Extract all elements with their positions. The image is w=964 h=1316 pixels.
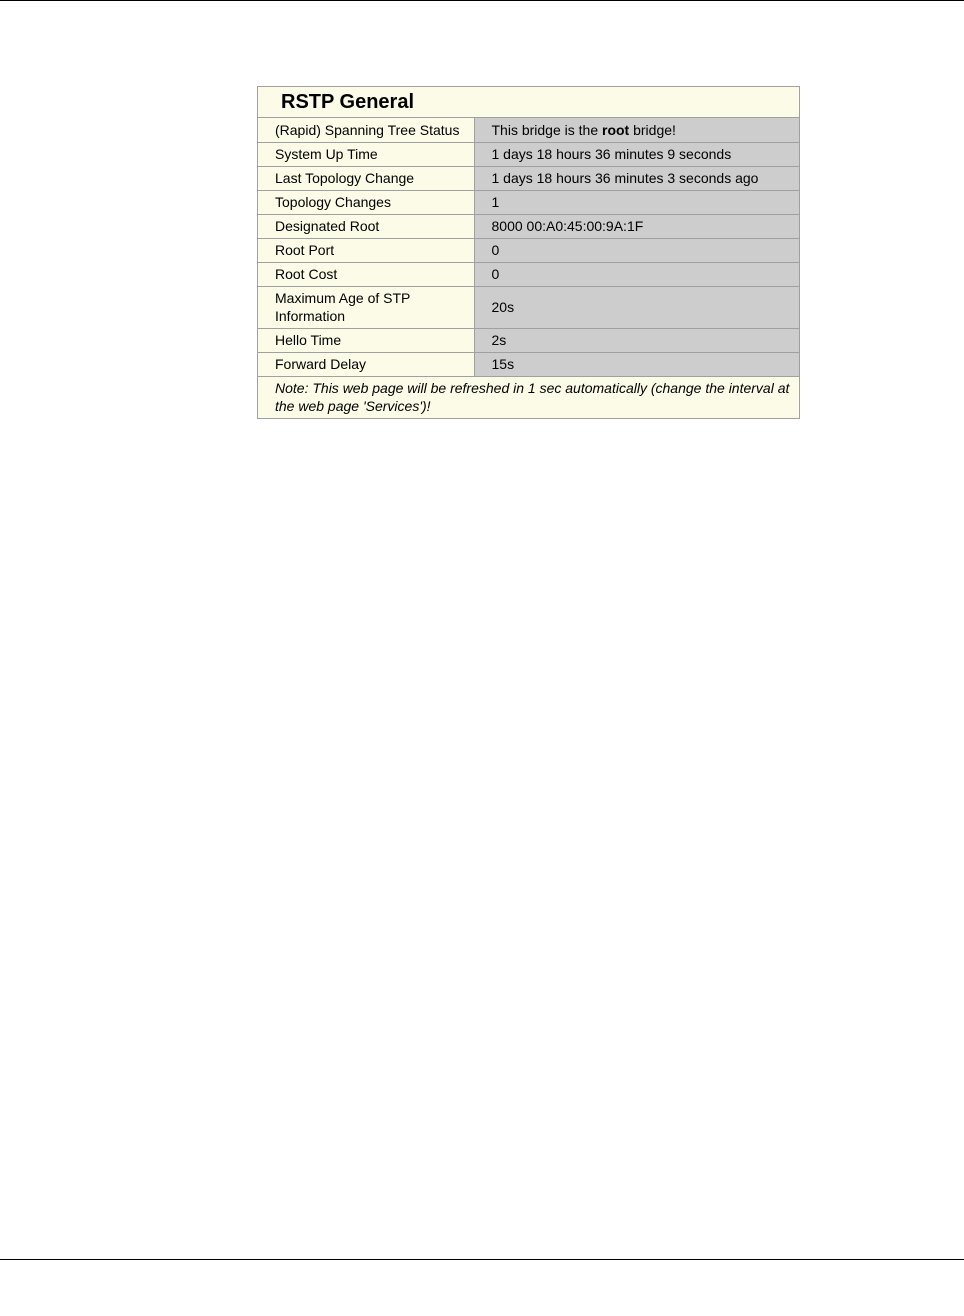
row-label: (Rapid) Spanning Tree Status bbox=[258, 118, 474, 142]
row-label: Last Topology Change bbox=[258, 166, 474, 190]
refresh-note: Note: This web page will be refreshed in 1 sec automatically (change the interval at the web page 'Services')! bbox=[258, 376, 799, 418]
table-row bbox=[258, 262, 799, 286]
table-row bbox=[258, 142, 799, 166]
row-value: 2s bbox=[474, 328, 799, 352]
page-top-rule bbox=[0, 0, 964, 1]
value-text-bold: root bbox=[602, 121, 630, 138]
page-bottom-rule bbox=[0, 1259, 964, 1260]
row-value: 15s bbox=[474, 352, 799, 376]
row-label: Topology Changes bbox=[258, 190, 474, 214]
value-text-suffix: bridge! bbox=[629, 121, 676, 138]
table-row bbox=[258, 238, 799, 262]
table-row bbox=[258, 214, 799, 238]
row-label: Designated Root bbox=[258, 214, 474, 238]
rstp-general-panel bbox=[257, 86, 800, 419]
table-row bbox=[258, 328, 799, 352]
row-label: Forward Delay bbox=[258, 352, 474, 376]
row-label: Hello Time bbox=[258, 328, 474, 352]
value-text-prefix: This bridge is the bbox=[491, 121, 602, 138]
table-row bbox=[258, 352, 799, 376]
row-value bbox=[474, 118, 799, 142]
row-label: System Up Time bbox=[258, 142, 474, 166]
row-value: 20s bbox=[474, 286, 799, 328]
table-row bbox=[258, 286, 799, 328]
row-value: 1 bbox=[474, 190, 799, 214]
table-row bbox=[258, 166, 799, 190]
row-value: 1 days 18 hours 36 minutes 9 seconds bbox=[474, 142, 799, 166]
table-row bbox=[258, 118, 799, 142]
table-row bbox=[258, 190, 799, 214]
rstp-status-table bbox=[258, 118, 799, 418]
row-value: 1 days 18 hours 36 minutes 3 seconds ago bbox=[474, 166, 799, 190]
row-value: 0 bbox=[474, 262, 799, 286]
row-value: 8000 00:A0:45:00:9A:1F bbox=[474, 214, 799, 238]
row-label: Root Cost bbox=[258, 262, 474, 286]
row-label: Root Port bbox=[258, 238, 474, 262]
row-label: Maximum Age of STP Information bbox=[258, 286, 474, 328]
row-value: 0 bbox=[474, 238, 799, 262]
note-row bbox=[258, 376, 799, 418]
panel-title: RSTP General bbox=[258, 87, 799, 118]
